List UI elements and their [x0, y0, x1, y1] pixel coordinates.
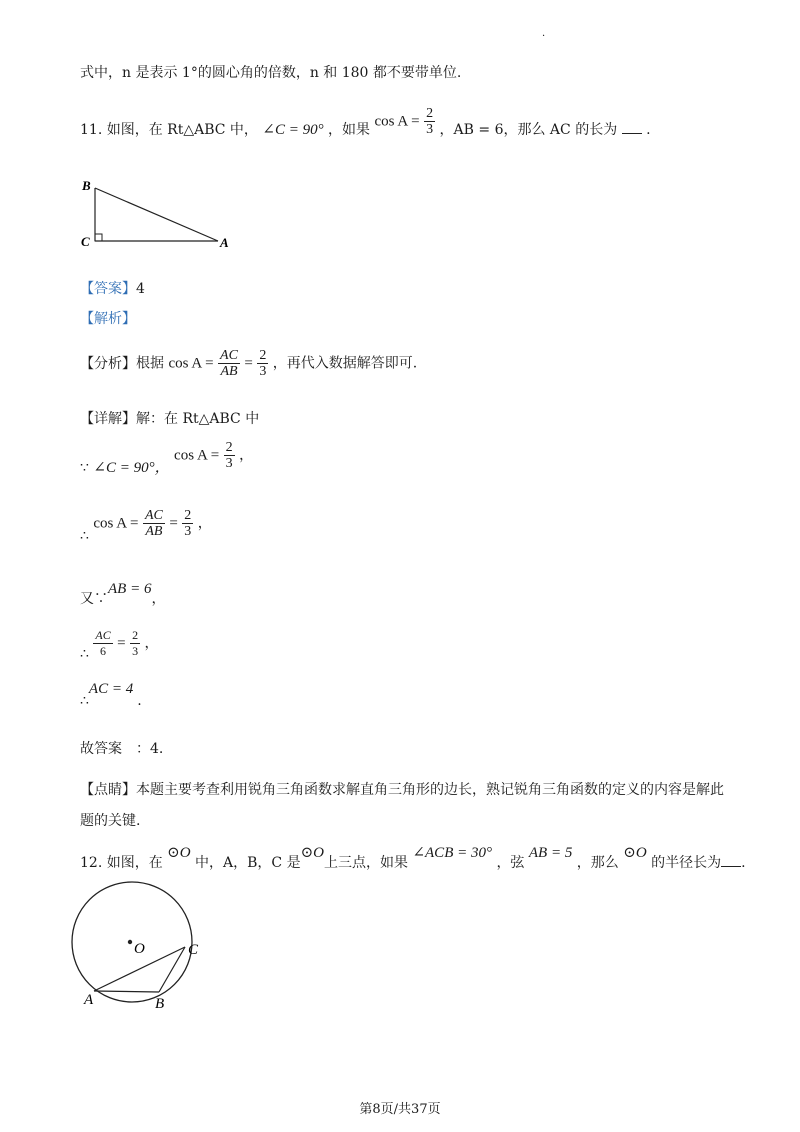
triangle-figure: [78, 176, 238, 256]
step5-therefore: ∴: [80, 693, 89, 709]
step3-lead: 又∵: [80, 591, 108, 607]
fenxi-tag: 【分析】: [80, 355, 136, 372]
circle-figure: [66, 878, 216, 1013]
q12-p1: 如图，在: [106, 855, 163, 871]
step2-f2-den: 3: [184, 524, 192, 539]
step2-fraction-2: [182, 508, 193, 539]
side-ab: [95, 188, 218, 241]
analysis-tag: 【解析】: [80, 311, 136, 327]
q12-answer-blank: [721, 852, 741, 867]
step4-f1-num: AC: [95, 628, 111, 642]
fenxi-f2-den: 3: [259, 364, 267, 379]
step1-fraction: [224, 440, 235, 471]
step4-f2-num: 2: [132, 628, 139, 642]
step4-f1-den: 6: [93, 643, 112, 659]
intro-text: 式中，n 是表示 1°的圆心角的倍数，n 和 180 都不要带单位.: [80, 65, 462, 81]
step-1: [80, 440, 254, 476]
q11-tail: .: [646, 121, 651, 138]
fenxi-fraction-2: [257, 348, 268, 379]
fenxi-lead: 根据: [136, 355, 164, 372]
q11-fraction: [424, 106, 435, 137]
step1-tail: ，: [239, 447, 254, 464]
dianjing-line-1: [80, 781, 724, 799]
step2-f1-den: AB: [143, 523, 165, 539]
step1-angle: ∠C = 90°，: [93, 459, 170, 476]
step4-f2-den: 3: [132, 644, 139, 658]
step-3: [80, 580, 166, 607]
step4-therefore: ∴: [80, 645, 89, 662]
q11-angle-condition: ∠C = 90°: [262, 121, 324, 138]
step2-f1-num: AC: [144, 508, 163, 523]
step1-den: 3: [225, 456, 233, 471]
center-point: [128, 940, 132, 944]
fenxi-f2-num: 2: [259, 348, 267, 363]
step4-eq: =: [117, 635, 126, 652]
step2-therefore: ∴: [80, 527, 89, 544]
step2-eq: =: [169, 515, 178, 532]
dianjing-line-2: 题的关键.: [80, 813, 141, 829]
fenxi-tail: ，再代入数据解答即可.: [272, 355, 418, 372]
answer-line: [80, 280, 145, 298]
step4-tail: ，: [144, 635, 159, 652]
point-label-b: B: [155, 996, 165, 1012]
step5-tail: .: [137, 693, 142, 709]
q12-angle: ∠ACB = 30°: [412, 845, 492, 861]
fenxi-fraction-1: [218, 348, 240, 379]
page-footer: 第8页/共37页: [359, 1102, 441, 1117]
conclusion: 故答案 ：4.: [80, 741, 164, 757]
q12-number: 12.: [80, 855, 103, 871]
q12-p4: ，弦: [496, 855, 525, 871]
q11-frac-num: 2: [426, 106, 434, 121]
q11-answer-blank: [622, 119, 642, 134]
point-label-c: C: [188, 942, 199, 958]
step3-expr: AB = 6: [108, 581, 152, 597]
chord-ab: [94, 991, 159, 992]
center-label-o: O: [134, 941, 145, 957]
step-2: [80, 508, 212, 544]
q11-lead: 如图，在 Rt△ABC 中，: [106, 121, 258, 138]
step5-expr: AC = 4: [88, 681, 134, 697]
step1-num: 2: [225, 440, 233, 455]
fenxi-f1-den: AB: [218, 363, 240, 379]
step2-f2-num: 2: [184, 508, 192, 523]
answer-value: 4: [136, 281, 145, 297]
fenxi-line: [80, 348, 417, 379]
step1-because: ∵: [80, 459, 89, 476]
q11-number: 11.: [80, 121, 103, 138]
fenxi-cos: cos A =: [168, 355, 214, 372]
vertex-label-a: A: [220, 235, 229, 250]
step4-fraction-1: [93, 628, 112, 659]
q11-cos-label: cos A =: [374, 113, 420, 130]
detail-tag: 【详解】: [80, 411, 136, 427]
q12-circle-o-3: ⊙O: [623, 845, 647, 861]
step1-cos: cos A =: [174, 447, 220, 464]
step2-fraction-1: [143, 508, 165, 539]
vertex-label-c: C: [81, 234, 90, 249]
q12-p2: 中，A，B，C 是: [195, 855, 301, 871]
q11-ab-condition: ，AB = 6，那么 AC 的长为: [439, 121, 618, 138]
dianjing-tag: 【点睛】: [80, 782, 136, 798]
q12-p5: ，那么: [576, 855, 619, 871]
q12-tail: .: [741, 855, 746, 871]
fenxi-eq: =: [244, 355, 253, 372]
detail-line: [80, 410, 259, 428]
q12-chord: AB = 5: [528, 845, 573, 861]
step2-tail: ，: [197, 515, 212, 532]
page-dot: ·: [542, 31, 546, 42]
step-4: [80, 628, 159, 662]
step4-fraction-2: [130, 628, 140, 659]
q11-frac-den: 3: [426, 122, 434, 137]
q12-circle-o-2: ⊙O: [300, 845, 324, 861]
detail-text: 解：在 Rt△ABC 中: [136, 411, 260, 427]
step3-tail: ，: [151, 591, 166, 607]
vertex-label-b: B: [82, 178, 91, 193]
q11-if-text: ，如果: [328, 121, 371, 138]
question-12: [80, 842, 746, 871]
step-5: [80, 680, 142, 709]
q12-p6: 的半径长为: [651, 855, 722, 871]
step2-cos: cos A =: [93, 515, 139, 532]
question-11: [80, 106, 651, 137]
q12-p3: 上三点，如果: [324, 855, 408, 871]
fenxi-f1-num: AC: [220, 348, 238, 363]
answer-tag: 【答案】: [80, 281, 136, 297]
right-angle-mark: [95, 234, 102, 241]
point-label-a: A: [84, 992, 94, 1008]
q12-circle-o-1: ⊙O: [167, 845, 191, 861]
dianjing-text-1: 本题主要考查利用锐角三角函数求解直角三角形的边长，熟记锐角三角函数的定义的内容是解此: [136, 782, 724, 798]
